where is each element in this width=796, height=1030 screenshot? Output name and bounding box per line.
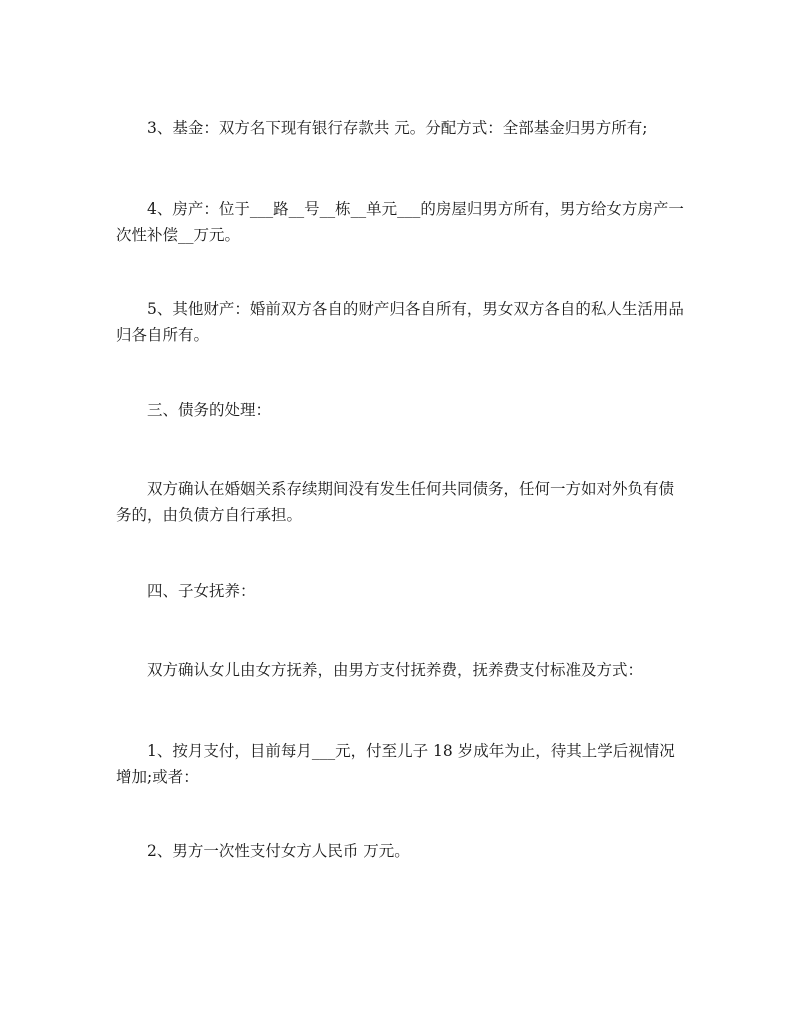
paragraph-other-property: 5、其他财产：婚前双方各自的财产归各自所有，男女双方各自的私人生活用品归各自所有。 <box>116 300 684 344</box>
section-heading-child-support: 四、子女抚养： <box>147 582 256 600</box>
paragraph-debt-confirmation: 双方确认在婚姻关系存续期间没有发生任何共同债务，任何一方如对外负有债务的，由负债方自行承担。 <box>116 480 675 524</box>
paragraph-custody-confirmation: 双方确认女儿由女方抚养，由男方支付抚养费，抚养费支付标准及方式： <box>147 661 644 679</box>
paragraph-fund-distribution: 3、基金：双方名下现有银行存款共 元。分配方式：全部基金归男方所有; <box>147 119 648 137</box>
paragraph-lump-sum-payment: 2、男方一次性支付女方人民币 万元。 <box>147 842 410 860</box>
section-heading-debt: 三、债务的处理： <box>147 401 272 419</box>
paragraph-property-housing: 4、房产：位于___路__号__栋__单元___的房屋归男方所有，男方给女方房产一次性补偿__万元。 <box>116 200 684 244</box>
paragraph-monthly-payment: 1、按月支付，目前每月___元，付至儿子 18 岁成年为止，待其上学后视情况增加;或者： <box>116 742 675 786</box>
